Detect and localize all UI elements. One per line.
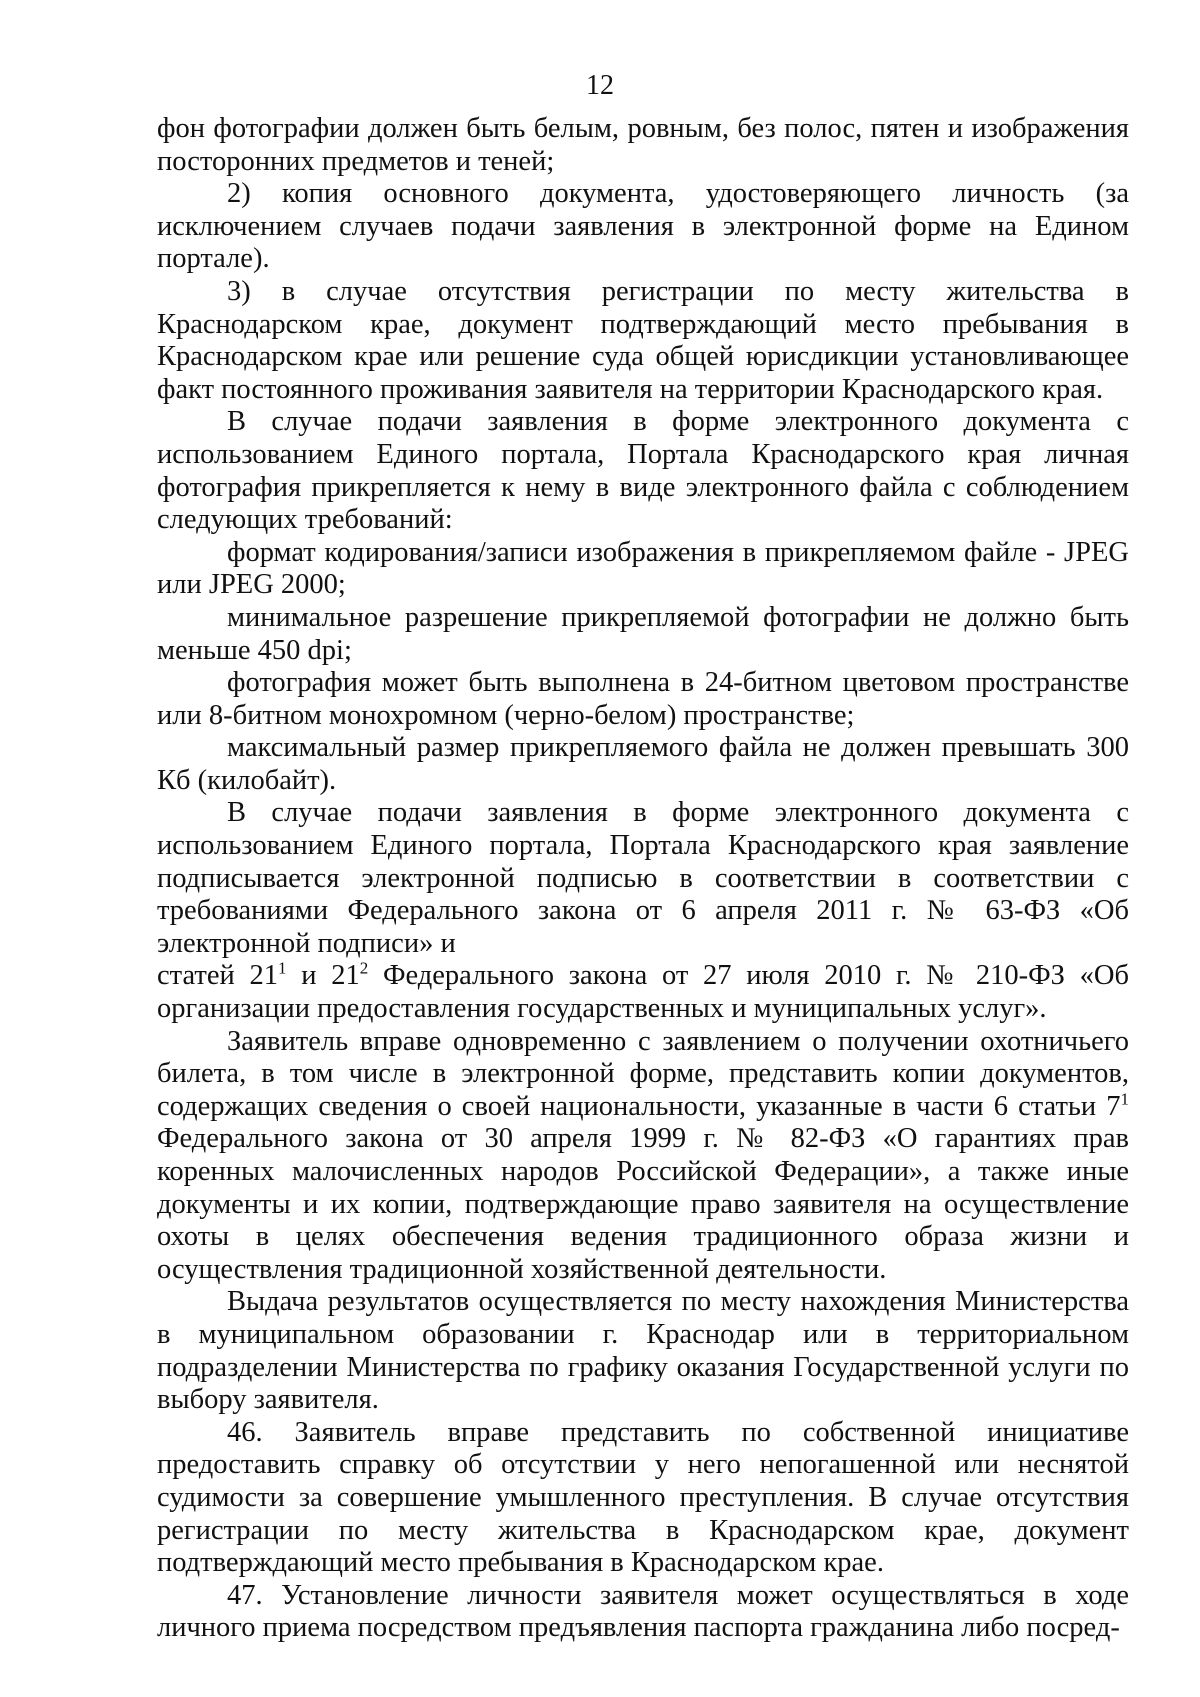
paragraph-electronic-signature: В случае подачи заявления в форме электронного документа с использованием Единого портала, Портала Краснодарского края заявление подписывается электронной подписью в соответствии в соответствии с требованиями Федерального закона от 6 апреля 2011 г. № 63-ФЗ «Об электронной подписи» и (157, 797, 1129, 959)
text-fragment: Федерального закона от 30 апреля 1999 г. № 82-ФЗ «О гарантиях прав коренных малочисленных народов Российской Федерации», а также иные документы и их копии, подтверждающие право заявителя на осуществление охоты в целях обеспечения ведения традиционного образа жизни и осуществления традиционной хозяйственной деятельности. (157, 1123, 1129, 1285)
superscript: 1 (1120, 1089, 1129, 1109)
page-number: 12 (586, 70, 614, 101)
text-fragment: Федерального закона от 27 июля 2010 г. № 210-ФЗ «Об организации предоставления государственных и муниципальных услуг». (157, 960, 1129, 1025)
paragraph-id-document-copy: 2) копия основного документа, удостоверяющего личность (за исключением случаев подачи заявления в электронной форме на Едином портале). (157, 178, 1129, 275)
paragraph-results-issuance: Выдача результатов осуществляется по месту нахождения Министерства в муниципальном образовании г. Краснодар или в территориальном подразделении Министерства по графику оказания Государственной услуги по выбору заявителя. (157, 1286, 1129, 1416)
paragraph-min-resolution: минимальное разрешение прикрепляемой фотографии не должно быть меньше 450 dpi; (157, 601, 1129, 666)
text-fragment: статей 21 (157, 960, 278, 992)
paragraph-nationality-documents (157, 1026, 1129, 1287)
paragraph-item-46: 46. Заявитель вправе представить по собственной инициативе предоставить справку об отсутствии у него непогашенной или неснятой судимости за совершение умышленного преступления. В случае отсутствия регистрации по месту жительства в Краснодарском крае, документ подтверждающий место пребывания в Краснодарском крае. (157, 1416, 1129, 1579)
text-fragment: и 21 (286, 960, 360, 992)
text-fragment: Заявитель вправе одновременно с заявлением о получении охотничьего билета, в том числе в электронной форме, представить копии документов, содержащих сведения о своей национальности, указанные в части 6 статьи 7 (157, 1025, 1129, 1122)
paragraph-federal-law-210 (157, 960, 1129, 1025)
paragraph-jpeg-format: формат кодирования/записи изображения в прикрепляемом файле - JPEG или JPEG 2000; (157, 536, 1129, 601)
paragraph-photo-background: фон фотографии должен быть белым, ровным, без полос, пятен и изображения посторонних предметов и теней; (157, 113, 1129, 177)
paragraph-max-file-size: максимальный размер прикрепляемого файла не должен превышать 300 Кб (килобайт). (157, 732, 1129, 796)
paragraph-electronic-photo-requirements: В случае подачи заявления в форме электронного документа с использованием Единого портала, Портала Краснодарского края личная фотография прикрепляется к нему в виде электронного файла с соблюдением следующих требований: (157, 406, 1129, 536)
paragraph-color-space: фотография может быть выполнена в 24-битном цветовом пространстве или 8-битном монохромном (черно-белом) пространстве; (157, 667, 1129, 731)
paragraph-item-47: 47. Установление личности заявителя может осуществляться в ходе личного приема посредством предъявления паспорта гражданина либо посред- (157, 1579, 1129, 1644)
superscript: 1 (277, 958, 287, 978)
superscript: 2 (359, 958, 369, 978)
paragraph-residence-proof: 3) в случае отсутствия регистрации по месту жительства в Краснодарском крае, документ подтверждающий место пребывания в Краснодарском крае или решение суда общей юрисдикции установливающее факт постоянного проживания заявителя на территории Краснодарского края. (157, 275, 1129, 405)
document-body (157, 113, 1129, 1645)
